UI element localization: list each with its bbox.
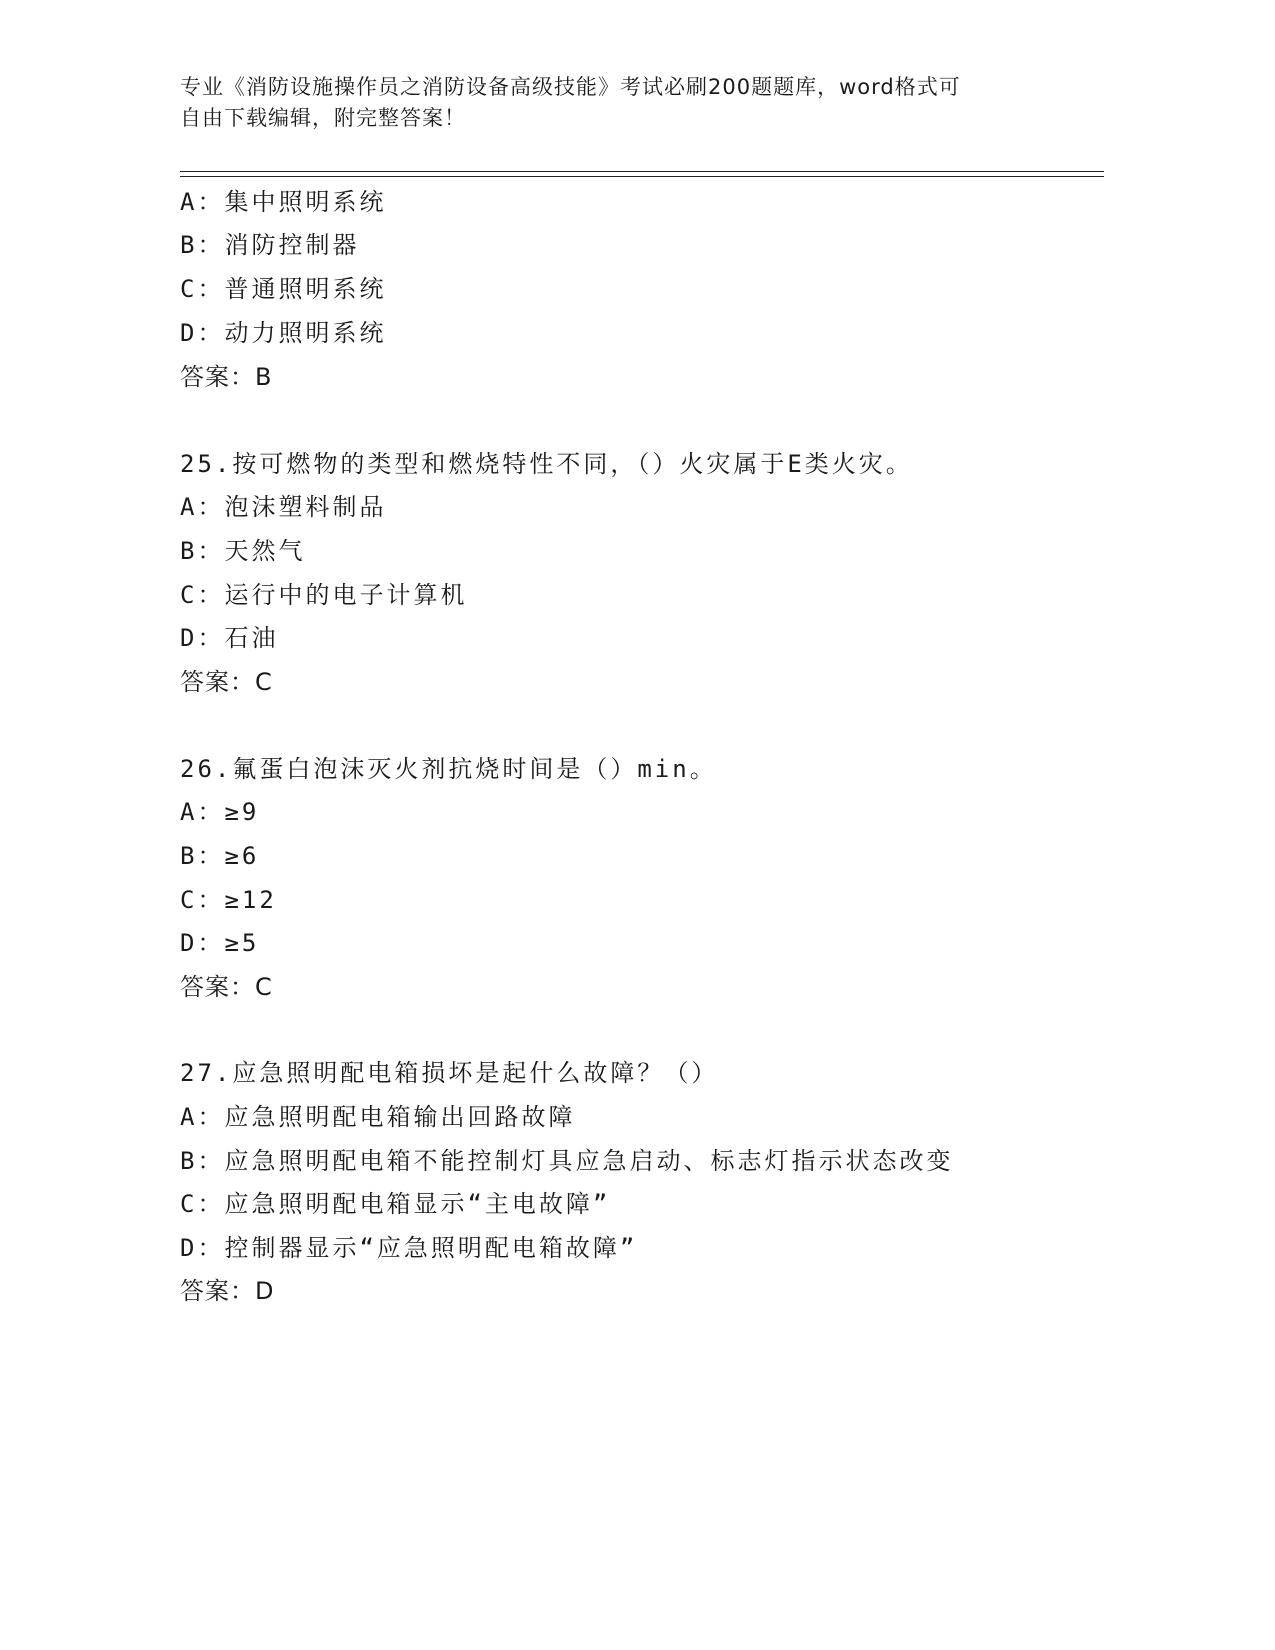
option-b: B：≥6: [180, 842, 260, 870]
document-header: [180, 72, 1060, 134]
option-c: C：≥12: [180, 886, 277, 914]
answer-line: 答案：B: [180, 363, 273, 391]
option-b: B：应急照明配电箱不能控制灯具应急启动、标志灯指示状态改变: [180, 1147, 954, 1175]
option-c: C：运行中的电子计算机: [180, 581, 468, 609]
answer-line: 答案：C: [180, 668, 273, 696]
header-line-1: 专业《消防设施操作员之消防设备高级技能》考试必刷200题题库，word格式可: [180, 75, 961, 99]
option-a: A：泡沫塑料制品: [180, 493, 387, 521]
header-divider-bottom: [180, 176, 1104, 177]
option-b: B：天然气: [180, 537, 306, 565]
question-stem: 27.应急照明配电箱损坏是起什么故障？（）: [180, 1059, 719, 1087]
option-a: A：≥9: [180, 798, 260, 826]
answer-line: 答案：C: [180, 973, 273, 1001]
option-a: A：应急照明配电箱输出回路故障: [180, 1103, 576, 1131]
option-c: C：应急照明配电箱显示“主电故障”: [180, 1190, 611, 1218]
header-divider-top: [180, 171, 1104, 172]
option-b: B：消防控制器: [180, 231, 360, 259]
option-d: D：≥5: [180, 929, 260, 957]
option-d: D：控制器显示“应急照明配电箱故障”: [180, 1234, 638, 1262]
header-line-2: 自由下载编辑，附完整答案！: [180, 106, 466, 130]
option-c: C：普通照明系统: [180, 275, 387, 303]
option-a: A：集中照明系统: [180, 188, 387, 216]
question-stem: 26.氟蛋白泡沫灭火剂抗烧时间是（）min。: [180, 755, 717, 783]
option-d: D：石油: [180, 624, 279, 652]
option-d: D：动力照明系统: [180, 319, 387, 347]
answer-line: 答案：D: [180, 1277, 275, 1305]
question-stem: 25.按可燃物的类型和燃烧特性不同，（）火灾属于E类火灾。: [180, 450, 913, 478]
